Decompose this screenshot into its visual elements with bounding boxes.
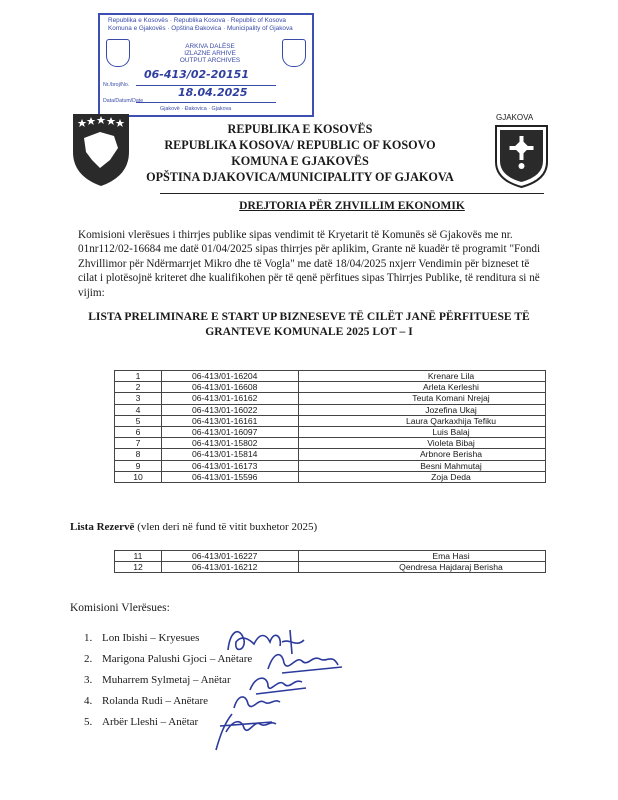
row-reference: 06-413/01-16227 bbox=[162, 551, 299, 562]
member-item bbox=[84, 695, 208, 707]
table-row bbox=[115, 551, 546, 562]
stamp-line-1: Republika e Kosovës · Republika Kosova · Republic of Kosova bbox=[108, 17, 286, 24]
stamp-archive-label bbox=[170, 43, 250, 65]
row-name: Laura Qarkaxhija Tefiku bbox=[299, 415, 546, 426]
kosovo-emblem-icon bbox=[106, 39, 130, 67]
table-row bbox=[115, 382, 546, 393]
reserve-label: Lista Rezervë bbox=[70, 521, 135, 533]
gjakova-logo-label: GJAKOVA bbox=[496, 113, 534, 122]
row-reference: 06-413/01-16022 bbox=[162, 404, 299, 415]
table-row bbox=[115, 449, 546, 460]
table-row bbox=[115, 371, 546, 382]
stamp-date-value: 18.04.2025 bbox=[178, 86, 248, 99]
member-number: 5. bbox=[84, 716, 93, 728]
member-number: 1. bbox=[84, 632, 93, 644]
row-number: 7 bbox=[115, 438, 162, 449]
row-number: 11 bbox=[115, 551, 162, 562]
archive-line-3: OUTPUT ARCHIVES bbox=[179, 57, 241, 65]
row-name: Besni Mahmutaj bbox=[299, 460, 546, 471]
row-reference: 06-413/01-16204 bbox=[162, 371, 299, 382]
reserve-heading bbox=[70, 521, 317, 533]
document-header bbox=[130, 121, 470, 185]
row-name: Ema Hasi bbox=[299, 551, 546, 562]
member-text: Lon Ibishi – Kryesues bbox=[102, 632, 200, 644]
row-name: Zoja Deda bbox=[299, 471, 546, 482]
table-row bbox=[115, 471, 546, 482]
department-title: DREJTORIA PËR ZHVILLIM EKONOMIK bbox=[239, 200, 465, 212]
member-item bbox=[84, 632, 199, 644]
archive-line-2: IZLAZNE ARHIVE bbox=[184, 50, 236, 58]
header-line-2: REPUBLIKA KOSOVA/ REPUBLIC OF KOSOVO bbox=[164, 138, 436, 152]
gjakova-emblem-icon bbox=[282, 39, 306, 67]
header-divider bbox=[160, 193, 544, 194]
list-title-line-1: LISTA PRELIMINARE E START UP BIZNESEVE TË CILËT JANË PËRFITUESE TË bbox=[88, 310, 530, 323]
table-row bbox=[115, 393, 546, 404]
archive-stamp bbox=[98, 13, 314, 117]
row-number: 9 bbox=[115, 460, 162, 471]
member-number: 4. bbox=[84, 695, 93, 707]
row-reference: 06-413/01-16161 bbox=[162, 415, 299, 426]
header-line-4: OPŠTINA DJAKOVICA/MUNICIPALITY OF GJAKOVA bbox=[146, 170, 454, 184]
row-name: Violeta Bibaj bbox=[299, 438, 546, 449]
member-text: Marigona Palushi Gjoci – Anëtare bbox=[102, 653, 253, 665]
table-row bbox=[115, 438, 546, 449]
row-reference: 06-413/01-16097 bbox=[162, 426, 299, 437]
row-name: Jozefina Ukaj bbox=[299, 404, 546, 415]
row-number: 1 bbox=[115, 371, 162, 382]
row-name: Luis Balaj bbox=[299, 426, 546, 437]
row-reference: 06-413/01-16162 bbox=[162, 393, 299, 404]
table-row bbox=[115, 404, 546, 415]
row-reference: 06-413/01-16608 bbox=[162, 382, 299, 393]
stamp-date-label: Data/Datum/Date bbox=[103, 98, 144, 104]
archive-line-1: ARKIVA DALËSE bbox=[185, 43, 235, 50]
table-row bbox=[115, 426, 546, 437]
table-row bbox=[115, 460, 546, 471]
member-number: 3. bbox=[84, 674, 93, 686]
member-item bbox=[84, 716, 198, 728]
signature-icon bbox=[206, 706, 282, 754]
header-line-1: REPUBLIKA E KOSOVËS bbox=[227, 122, 373, 136]
intro-paragraph: Komisioni vlerësues i thirrjes publike sipas vendimit të Kryetarit të Komunës së Gjakovës me nr. 01nr112/02-16684 me datë 01/04/2025 sipas thirrjes për aplikim, Grante në kuadër të programit "Fondi Zhvillimor për Ndërmarrjet Mikro dhe të Vogla" me datë 18/04/2025 nxjerr Vendimin për bizneset të cilat i plotësojnë kriteret dhe kualifikohen për të qenë përfitues sipas Thirrjes Publike, të renditura si në vijim: bbox=[78, 229, 541, 299]
table-row bbox=[115, 415, 546, 426]
row-reference: 06-413/01-16173 bbox=[162, 460, 299, 471]
row-reference: 06-413/01-15596 bbox=[162, 471, 299, 482]
row-name: Krenare Lila bbox=[299, 371, 546, 382]
table-row bbox=[115, 562, 546, 573]
row-number: 2 bbox=[115, 382, 162, 393]
stamp-date-line bbox=[136, 102, 276, 103]
row-reference: 06-413/01-15802 bbox=[162, 438, 299, 449]
stamp-number-value: 06-413/02-20151 bbox=[144, 68, 249, 81]
gjakova-municipal-logo-icon bbox=[494, 124, 549, 188]
row-number: 8 bbox=[115, 449, 162, 460]
row-number: 6 bbox=[115, 426, 162, 437]
member-text: Muharrem Sylmetaj – Anëtar bbox=[102, 674, 231, 686]
list-title bbox=[70, 310, 548, 339]
row-number: 4 bbox=[115, 404, 162, 415]
row-name: Teuta Komani Nrejaj bbox=[299, 393, 546, 404]
stamp-header bbox=[108, 17, 304, 33]
stamp-bottom-text: Gjakovë · Đakovica · Gjakova bbox=[160, 106, 232, 112]
row-reference: 06-413/01-15814 bbox=[162, 449, 299, 460]
row-reference: 06-413/01-16212 bbox=[162, 562, 299, 573]
row-name: Arleta Kerleshi bbox=[299, 382, 546, 393]
beneficiaries-table bbox=[114, 370, 546, 483]
member-item bbox=[84, 674, 231, 686]
row-number: 3 bbox=[115, 393, 162, 404]
member-text: Rolanda Rudi – Anëtare bbox=[102, 695, 209, 707]
reserve-note: (vlen deri në fund të vitit buxhetor 2025) bbox=[137, 521, 318, 533]
commission-label: Komisioni Vlerësues: bbox=[70, 602, 170, 614]
stamp-line-2: Komuna e Gjakovës · Opština Đakovica · Municipality of Gjakova bbox=[108, 25, 293, 32]
member-number: 2. bbox=[84, 653, 93, 665]
row-name: Arbnore Berisha bbox=[299, 449, 546, 460]
list-title-line-2: GRANTEVE KOMUNALE 2025 LOT – I bbox=[205, 324, 413, 338]
stamp-number-label: Nr./broj/No. bbox=[103, 82, 130, 88]
reserve-table bbox=[114, 550, 546, 573]
row-number: 12 bbox=[115, 562, 162, 573]
row-name: Qendresa Hajdaraj Berisha bbox=[299, 562, 546, 573]
row-number: 10 bbox=[115, 471, 162, 482]
header-line-3: KOMUNA E GJAKOVËS bbox=[231, 154, 369, 168]
member-text: Arbër Lleshi – Anëtar bbox=[102, 716, 199, 728]
kosovo-coat-of-arms-icon bbox=[70, 108, 132, 188]
row-number: 5 bbox=[115, 415, 162, 426]
